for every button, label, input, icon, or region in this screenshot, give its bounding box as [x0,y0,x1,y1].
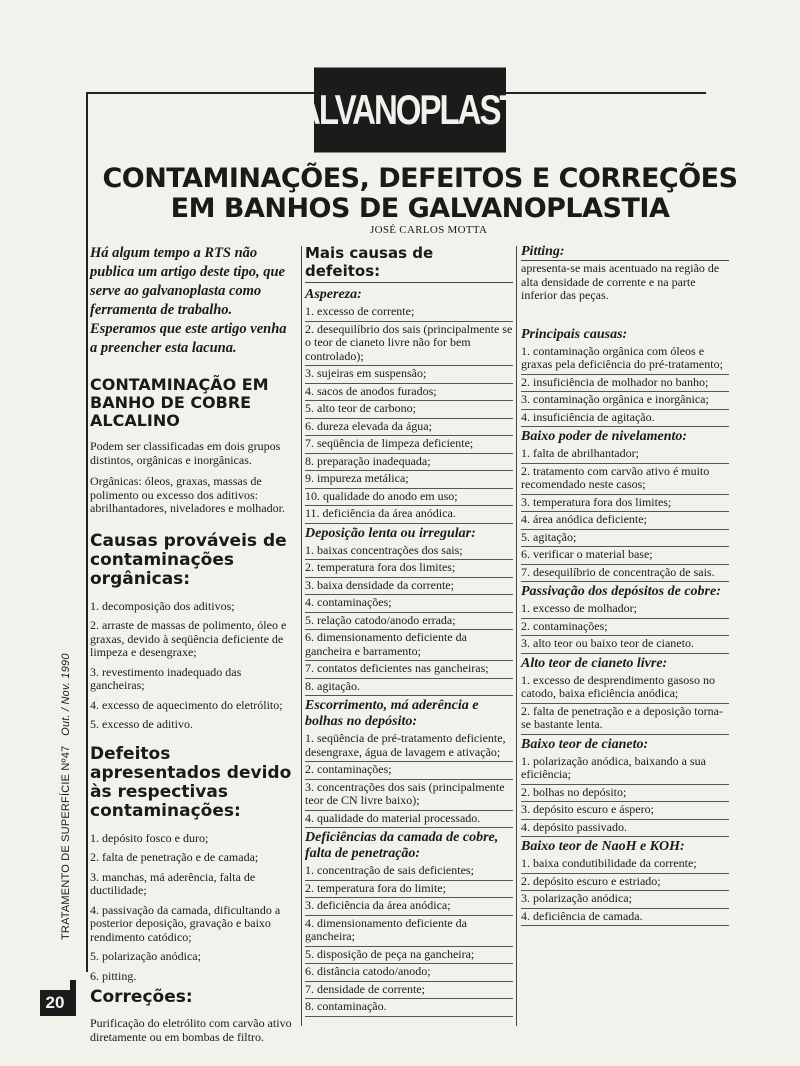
contamination-paragraph-2: Orgânicas: óleos, graxas, massas de polimento ou excesso dos aditivos: abrilhantadores, niveladores e molhador. [90,474,285,515]
list-item: 2. falta de penetração e a deposição torna-se bastante lenta. [521,704,729,735]
list-item: 1. excesso de corrente; [305,304,513,322]
defects-list [90,831,296,989]
list-item: 2. bolhas no depósito; [521,785,729,803]
list-item: 3. revestimento inadequado das gancheiras; [90,664,242,692]
probable-causes-heading: Causas prováveis de contaminações orgânicas: [90,530,287,589]
list-item: 1. excesso de molhador; [521,601,729,619]
group-list [305,863,513,1017]
list-item: 3. manchas, má aderência, falta de ductilidade; [90,869,256,897]
intro-text: Há algum tempo a RTS não publica um artigo deste tipo, que serve ao galvanoplasta como ferramenta de trabalho. Esperamos que este artigo venha a preencher esta lacuna. [90,245,287,356]
list-item: 2. arraste de massas de polimento, óleo e graxas, devido à seqüência deficiente de limpeza e desengraxe; [90,618,287,659]
more-causes-heading: Mais causas de defeitos: [305,244,513,283]
list-item: 4. área anódica deficiente; [521,512,729,530]
list-item: 1. decomposição dos aditivos; [90,598,235,613]
list-item: 6. dureza elevada da água; [305,419,513,437]
list-item: 6. verificar o material base; [521,547,729,565]
column-3 [521,244,729,926]
list-item: 5. relação catodo/anodo errada; [305,613,513,631]
list-item: 1. baixas concentrações dos sais; [305,543,513,561]
list-item: 3. deficiência da área anódica; [305,898,513,916]
group-list [521,856,729,926]
page-number: 20 [40,990,70,1016]
group-heading: Deposição lenta ou irregular: [305,525,476,541]
list-item: 5. disposição de peça na gancheira; [305,947,513,965]
list-item: 4. passivação da camada, dificultando a posterior deposição, gravação e baixo rendimento catódico; [90,902,281,944]
list-item: 8. contaminação. [305,999,513,1017]
defect-groups [305,287,513,1017]
list-item: 1. falta de abrilhantador; [521,446,729,464]
group-list [521,601,729,654]
group-list [305,731,513,828]
article-title [90,164,750,224]
list-item: 3. temperatura fora dos limites; [521,495,729,513]
magazine-side-credit [60,653,72,940]
group-list [521,754,729,838]
list-item: 4. insuficiência de agitação. [521,410,729,428]
group-heading: Baixo poder de nivelamento: [521,429,688,444]
column-divider-2 [516,246,517,1026]
author-name: JOSÉ CARLOS MOTTA [370,224,488,236]
list-item: 5. agitação; [521,530,729,548]
defects-heading: Defeitos apresentados devido às respectivas contaminações: [90,743,292,821]
list-item: 3. alto teor ou baixo teor de cianeto. [521,636,729,654]
group-heading: Deficiências da camada de cobre, falta de penetração: [305,830,499,861]
list-item: 8. preparação inadequada; [305,454,513,472]
issue-date: Out. / Nov. 1990 [60,653,72,736]
list-item: 2. temperatura fora do limite; [305,881,513,899]
contamination-heading: CONTAMINAÇÃO EM BANHO DE COBRE ALCALINO [90,375,269,430]
pitting-groups [521,327,729,927]
list-item: 2. temperatura fora dos limites; [305,560,513,578]
list-item: 3. baixa densidade da corrente; [305,578,513,596]
column-divider-1 [301,246,302,1026]
list-item: 4. sacos de anodos furados; [305,384,513,402]
column-2 [305,244,513,1017]
group-list [521,673,729,735]
group-list [521,344,729,428]
list-item: 5. alto teor de carbono; [305,401,513,419]
list-item: 10. qualidade do anodo em uso; [305,489,513,507]
list-item: 5. excesso de aditivo. [90,717,193,731]
title-line-1: CONTAMINAÇÕES, DEFEITOS E CORREÇÕES [102,163,738,194]
group-heading: Principais causas: [521,326,628,342]
list-item: 4. excesso de aquecimento do eletrólito; [90,697,283,712]
list-item: 7. densidade de corrente; [305,982,513,1000]
list-item: 5. polarização anódica; [90,949,201,963]
list-item: 2. contaminações; [305,762,513,780]
contamination-paragraph-1: Podem ser classificadas em dois grupos distintos, orgânicas e inorgânicas. [90,439,281,467]
list-item: 7. contatos deficientes nas gancheiras; [305,661,513,679]
list-item: 9. impureza metálica; [305,471,513,489]
pitting-text: apresenta-se mais acentuado na região de alta densidade de corrente e na parte inferior das peças. [521,261,720,302]
list-item: 3. sujeiras em suspensão; [305,366,513,384]
group-heading: Escorrimento, má aderência e bolhas no depósito: [305,698,479,729]
list-item: 6. dimensionamento deficiente da gancheira e barramento; [305,630,513,661]
list-item: 7. seqüência de limpeza deficiente; [305,436,513,454]
list-item: 1. baixa condutibilidade da corrente; [521,856,729,874]
list-item: 4. dimensionamento deficiente da gancheira; [305,916,513,947]
list-item: 2. depósito escuro e estriado; [521,874,729,892]
group-heading: Alto teor de cianeto livre: [521,655,668,671]
list-item: 2. tratamento com carvão ativo é muito recomendado neste casos; [521,464,729,495]
probable-causes-list [90,599,296,737]
list-item: 3. contaminação orgânica e inorgânica; [521,392,729,410]
list-item: 4. deficiência de camada. [521,909,729,927]
list-item: 3. concentrações dos sais (principalmente teor de CN livre baixo); [305,780,513,811]
list-item: 1. polarização anódica, baixando a sua eficiência; [521,754,729,785]
list-item: 6. pitting. [90,968,137,983]
list-item: 1. concentração de sais deficientes; [305,863,513,881]
list-item: 2. contaminações; [521,619,729,637]
list-item: 1. seqüência de pré-tratamento deficiente, desengraxe, água de lavagem e ativação; [305,731,513,762]
column-1 [90,244,296,1052]
list-item: 11. deficiência da área anódica. [305,506,513,524]
page-number-tab [70,980,76,1016]
group-heading: Passivação dos depósitos de cobre: [521,584,721,599]
pitting-heading: Pitting: [521,244,729,261]
list-item: 8. agitação. [305,679,513,697]
list-item: 1. contaminação orgânica com óleos e graxas pela deficiência do pré-tratamento; [521,344,729,375]
list-item: 3. depósito escuro e áspero; [521,802,729,820]
title-line-2: EM BANHOS DE GALVANOPLASTIA [170,193,670,224]
list-item: 4. contaminações; [305,595,513,613]
group-list [521,446,729,582]
list-item: 3. polarização anódica; [521,891,729,909]
group-heading: Baixo teor de cianeto: [521,736,649,752]
list-item: 6. distância catodo/anodo; [305,964,513,982]
group-list [305,304,513,524]
list-item: 2. desequilíbrio dos sais (principalmente se o teor de cianeto livre não for bem controlado); [305,322,513,367]
list-item: 1. depósito fosco e duro; [90,830,209,845]
list-item: 7. desequilíbrio de concentração de sais. [521,565,729,583]
group-heading: Baixo teor de NaoH e KOH: [521,839,685,854]
list-item: 4. depósito passivado. [521,820,729,838]
corrections-text: Purificação do eletrólito com carvão ativo diretamente ou em bombas de filtro. [90,1016,292,1044]
list-item: 2. insuficiência de molhador no banho; [521,375,729,393]
group-list [305,543,513,697]
corrections-heading: Correções: [90,987,193,1007]
list-item: 1. excesso de desprendimento gasoso no catodo, baixa eficiência anódica; [521,673,729,704]
section-banner: GALVANOPLASTIA [314,68,506,153]
magazine-name: TRATAMENTO DE SUPERFÍCIE Nº47 [60,745,72,940]
list-item: 2. falta de penetração e de camada; [90,850,259,864]
group-heading: Aspereza: [305,287,362,302]
frame-left-line [86,92,88,972]
list-item: 4. qualidade do material processado. [305,811,513,829]
